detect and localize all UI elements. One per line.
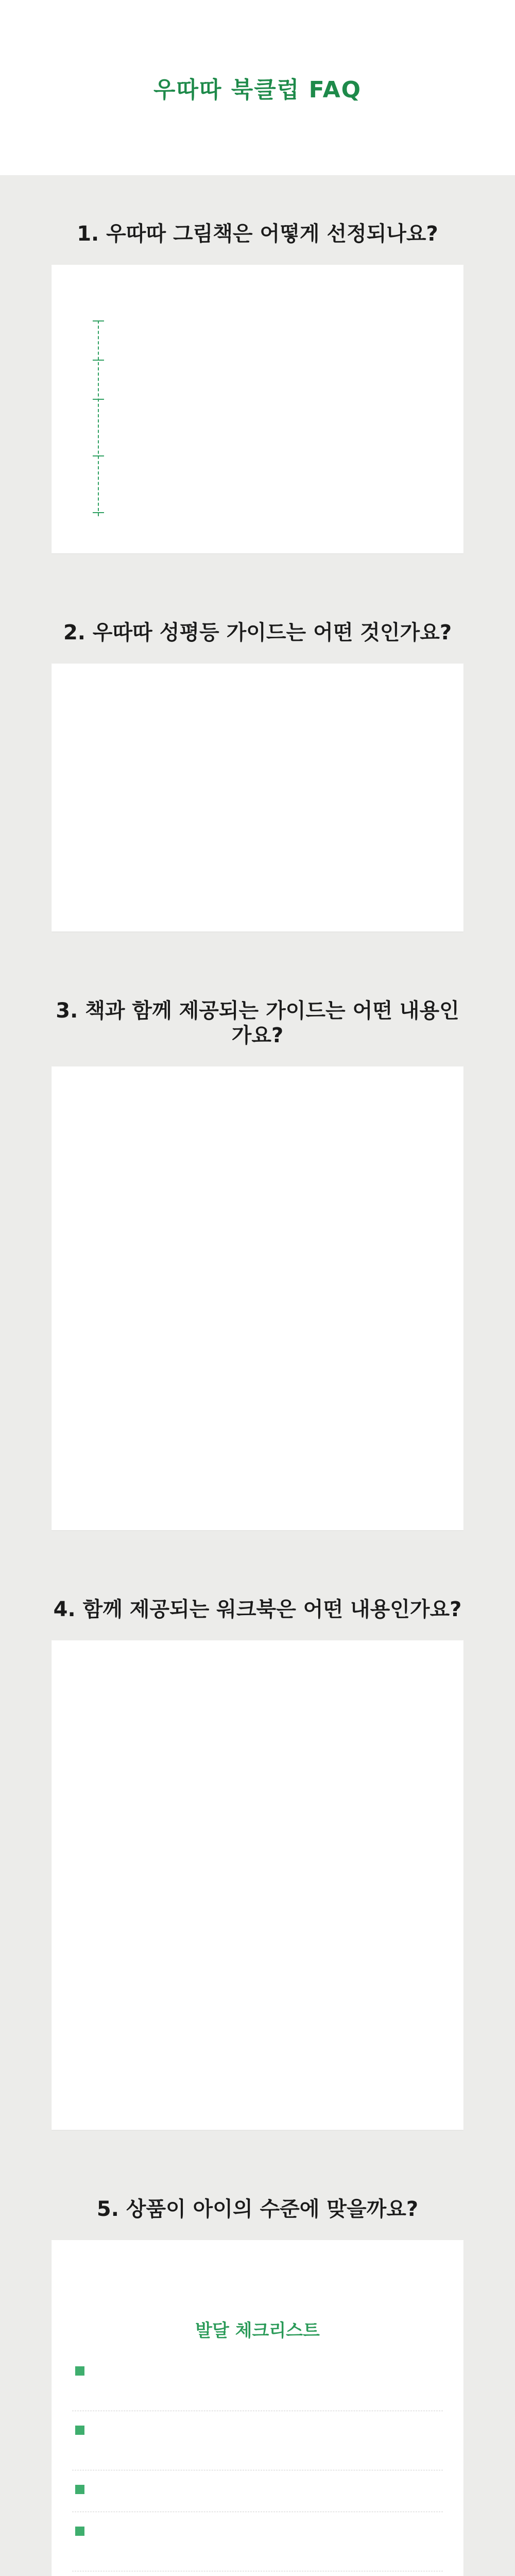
subsection-heading [72, 1181, 443, 1194]
answer-subsection [72, 1346, 443, 1400]
check-bullet-icon [75, 2426, 84, 2435]
answer-card [52, 2240, 464, 2576]
timeline-step [93, 313, 443, 332]
development-checklist [72, 2352, 443, 2576]
faq-section-1 [52, 222, 464, 553]
subsection-body [72, 1292, 443, 1328]
list-item [72, 776, 443, 793]
checklist-item [72, 2352, 443, 2411]
faq-section-3 [52, 998, 464, 1530]
answer-subsection [72, 1274, 443, 1328]
selection-timeline [93, 313, 443, 523]
answer-intro [72, 1660, 443, 1717]
list-item [72, 758, 443, 776]
subsection-body [72, 1954, 443, 2010]
faq-section-4 [52, 1597, 464, 2130]
list-item [72, 828, 443, 846]
checklist-item [72, 2512, 443, 2571]
faq-section-5 [52, 2197, 464, 2576]
subsection-heading [72, 1734, 443, 1748]
question-title: 1. 우따따 그림책은 어떻게 선정되나요? [77, 222, 438, 246]
checklist-item [72, 2470, 443, 2512]
answer-subsection [72, 1734, 443, 1773]
subsection-heading [72, 1935, 443, 1948]
checklist-title: 발달 체크리스트 [195, 2320, 320, 2341]
answer-subsection [72, 1935, 443, 2010]
checklist-item [72, 2411, 443, 2470]
check-bullet-icon [75, 2485, 84, 2494]
answer-card [52, 1066, 464, 1530]
subsection-body [72, 1882, 443, 1918]
timeline-step [93, 392, 443, 428]
answer-card [52, 664, 464, 931]
question-title: 5. 상품이 아이의 수준에 맞을까요? [96, 2197, 419, 2221]
subsection-heading [72, 1346, 443, 1359]
guide-list [72, 758, 443, 846]
answer-intro [72, 683, 443, 745]
subsection-heading [72, 1791, 443, 1804]
subsection-body [72, 1199, 443, 1256]
answer-subsection [72, 1181, 443, 1256]
step-marker [93, 512, 104, 513]
hero [0, 0, 515, 175]
check-bullet-icon [75, 2366, 84, 2376]
question-title: 4. 함께 제공되는 워크북은 어떤 내용인가요? [53, 1598, 462, 1621]
answer-card [52, 265, 464, 553]
subsection-heading [72, 1863, 443, 1876]
step-marker [93, 455, 104, 456]
timeline-step [93, 352, 443, 371]
answer-intro [72, 2260, 443, 2296]
answer-intro [72, 1086, 443, 1163]
check-bullet-icon [75, 2527, 84, 2536]
timeline-step [93, 448, 443, 484]
step-marker [93, 399, 104, 400]
subsection-body [72, 1364, 443, 1400]
timeline-step [93, 505, 443, 523]
question-title: 3. 책과 함께 제공되는 가이드는 어떤 내용인가요? [56, 999, 459, 1047]
page-title: 우따따 북클럽 FAQ [153, 77, 362, 103]
faq-section-2 [52, 620, 464, 931]
answer-subsection [72, 1791, 443, 1845]
subsection-body [72, 1753, 443, 1773]
answer-intro [72, 284, 443, 300]
checklist-item [72, 2571, 443, 2576]
question-title: 2. 우따따 성평등 가이드는 어떤 것인가요? [63, 621, 452, 645]
faq-body [0, 175, 515, 2576]
answer-subsection [72, 1863, 443, 1918]
subsection-heading [72, 1274, 443, 1287]
step-marker [93, 360, 104, 361]
list-item [72, 811, 443, 828]
subsection-body [72, 1809, 443, 1845]
step-marker [93, 320, 104, 321]
answer-card [52, 1640, 464, 2130]
list-item [72, 793, 443, 811]
